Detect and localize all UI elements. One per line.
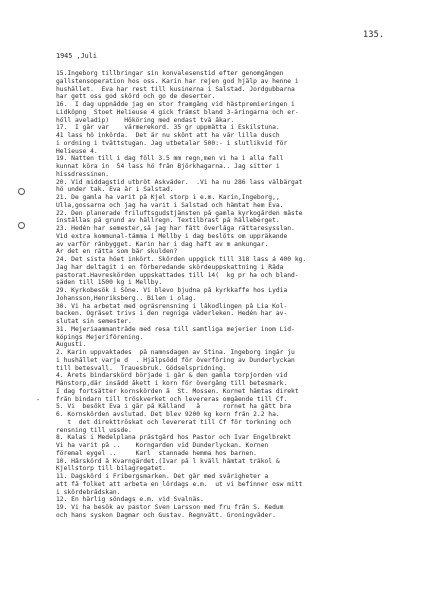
text-line: rensning till ussde.	[56, 426, 132, 434]
text-line: 30. Vi ha arbetat med ogräsrensning i låkodlingen på Lia Kol-	[56, 302, 288, 310]
text-line: 8. Kalas i Medelplana prästgård hos Pastor och Ivar Engelbrekt	[56, 434, 292, 442]
text-line: hissdressinen.	[56, 170, 110, 178]
text-line: 2. Karin uppvaktades på namnsdagen av Stina. Ingeborg ingår ju	[56, 349, 295, 356]
date-heading: 1945 ,Juli	[56, 52, 97, 60]
text-line: I dag fortsätter kornskörden å St. Mossen. Kornet hämtas direkt	[56, 387, 299, 395]
text-line: av varför rånbygget. Karin har i dag haft av m ankungar.	[56, 240, 269, 248]
text-line: hushållet. Eva har rest till kusinerna i Salstad. Jordgubbarna	[56, 85, 295, 93]
text-line: 19. Vi ha besök av pastor Sven Larsson med fru från S. Kedum	[56, 504, 284, 511]
punch-hole-bottom	[18, 222, 25, 229]
text-line: inställas på grund av hällregn. Textilbrast på hälleberget.	[56, 217, 280, 225]
text-line: 23. Hedén har semester,så jag har fått överlåga rättaresysslan.	[56, 225, 295, 232]
text-line: t det direkttröskat och levererat till Cf för torkning och	[56, 418, 292, 426]
text-line: höll aveladip) Hököring med endast två åkar.	[56, 116, 235, 124]
page-number: 135.	[363, 30, 385, 40]
text-line: att få folket att arbeta en lördags e.m. ut vi befinner osw mitt	[56, 480, 303, 488]
text-line: i ordning i tvättstugan. Jag utbetalar 500:- i slutlikvid för	[56, 139, 288, 147]
text-line: Augusti.	[56, 341, 87, 349]
text-line: 22. Den planerade friluftsgudstjänsten på gamla kyrkogården måste	[56, 209, 303, 217]
text-line: Är det en rätta som bär skulden?	[56, 248, 178, 256]
text-line: Månstorp,där insådd åkett i korn för övergång till betesmark.	[56, 380, 288, 387]
text-line: har gett oss god skörd och go de deserter.	[56, 93, 216, 101]
text-line: 24. Det sista höet inkört. Skörden uppgick till 318 lass á 400 kg.	[56, 256, 307, 263]
text-line: 20. Vid middagstid utbröt Askväder. .Vi ha nu 286 lass välbärgat	[56, 178, 303, 186]
text-line: och hans syskon Dagmar och Gustav. Regnvätt. Groningväder.	[56, 511, 276, 519]
text-line: 12. En härlig söndags e.m. vid Svalnäs.	[56, 496, 204, 504]
text-line: 41 lass hö inkörda. Det är nu skönt att ha vår lilla dusch	[56, 132, 280, 139]
text-line: Ulla,gossarna och jag ha varit i Salstad och hämtat hem Eva.	[56, 201, 284, 209]
text-line: köpings Mejeriförening.	[56, 333, 144, 341]
text-line: Lidköpng Stoet Helieuse 4 gick främst bland 3-åringarna och er-	[56, 108, 299, 116]
text-line: Vid extra kommunal-tämma i Mellby i dag beslöts om uppräkande	[56, 232, 288, 240]
text-line: 4. Årets bindarskörd började i går & den gamla torpjorden vid	[56, 372, 288, 380]
text-line: från bindarn till tröskverket och levereras omgående till Cf.	[56, 395, 288, 403]
diary-text	[56, 70, 401, 520]
text-line: föremal eygel .. Karl stannade hemma hos barnen.	[56, 449, 257, 457]
text-line: kunnat köra in 54 lass hö från Björkhagarna.. Jag sitter i	[56, 163, 280, 170]
text-line: backen. Ogräset trivs i den regniga väderleken. Hedén har av-	[56, 310, 288, 318]
text-line: 16. I dag uppnådde jag en stor framgång vid hästpremieringen i	[56, 101, 295, 108]
text-line: säden till 1500 kg i Mellby.	[56, 279, 163, 287]
text-line: Helieuse 4.	[56, 147, 98, 155]
text-line: hö under tak. Eva är i Salstad.	[56, 186, 174, 194]
text-line: 6. Kornskörden avslutad. Det blev 9200 kg korn från 2.2 ha.	[56, 411, 280, 418]
text-line: 5. Vi besökt Eva i går på Källand å rornet ha gått bra	[56, 403, 292, 411]
text-line: Jag har deltagit i en förberedande skördeuppskattning i Råda	[56, 263, 284, 271]
text-line: i skördebrådskan.	[56, 488, 121, 496]
text-line: pastorat.Havreskörden uppskattades till 14( kg pr ha och bland-	[56, 271, 299, 279]
text-line: 31. Mejeriaammanträde med resa till samtliga mejerier inom Lid-	[56, 325, 295, 333]
text-line: gallstensoperation hos oss. Karin har rejen god hjälp av henne i	[56, 77, 299, 85]
text-line: Kjellstorp till bilagregatet.	[56, 465, 166, 473]
text-line: 11. Dagskörd i Fribergsmarken. Det går med svårigheter a	[56, 473, 269, 480]
text-line: 17. I går var värmerekord. 35 gr uppmätta i Eskilstuna.	[56, 124, 280, 132]
text-line: Vi ha varit på .. Korngarden vid Dunderlyckan. Kornen	[56, 442, 269, 449]
margin-tick-mark: -	[36, 396, 41, 404]
text-line: 29. Kyrkobesök i Söne. Vi blevo bjudna på kyrkkaffe hos Lydia	[56, 287, 288, 294]
text-line: slutat sin semester.	[56, 318, 132, 325]
text-line: 10. Hårskörd å Kvarngärdet.(Ivar på l kväll hämtat träkol &	[56, 457, 280, 465]
text-line: 21. De gamla ha varit på Kjel storp i e.m. Karin,Ingeborg,,	[56, 194, 280, 201]
text-line: Johansson,Henriksberg.. Bilen i olag.	[56, 294, 197, 302]
text-line: i hushållet varje d . Hjälpsödd för överföring av Dunderlyckan	[56, 356, 295, 364]
text-line: 15.Ingeborg tillbringar sin konvalesenstid efter genomgången	[56, 70, 284, 77]
text-line: 19. Natten till i dag föll 3.5 mm regn,men vi ha i alla fall	[56, 155, 284, 163]
text-line: till betesvall. Trauesbruk. Gödselspridning.	[56, 364, 227, 372]
punch-hole-top	[18, 188, 25, 195]
